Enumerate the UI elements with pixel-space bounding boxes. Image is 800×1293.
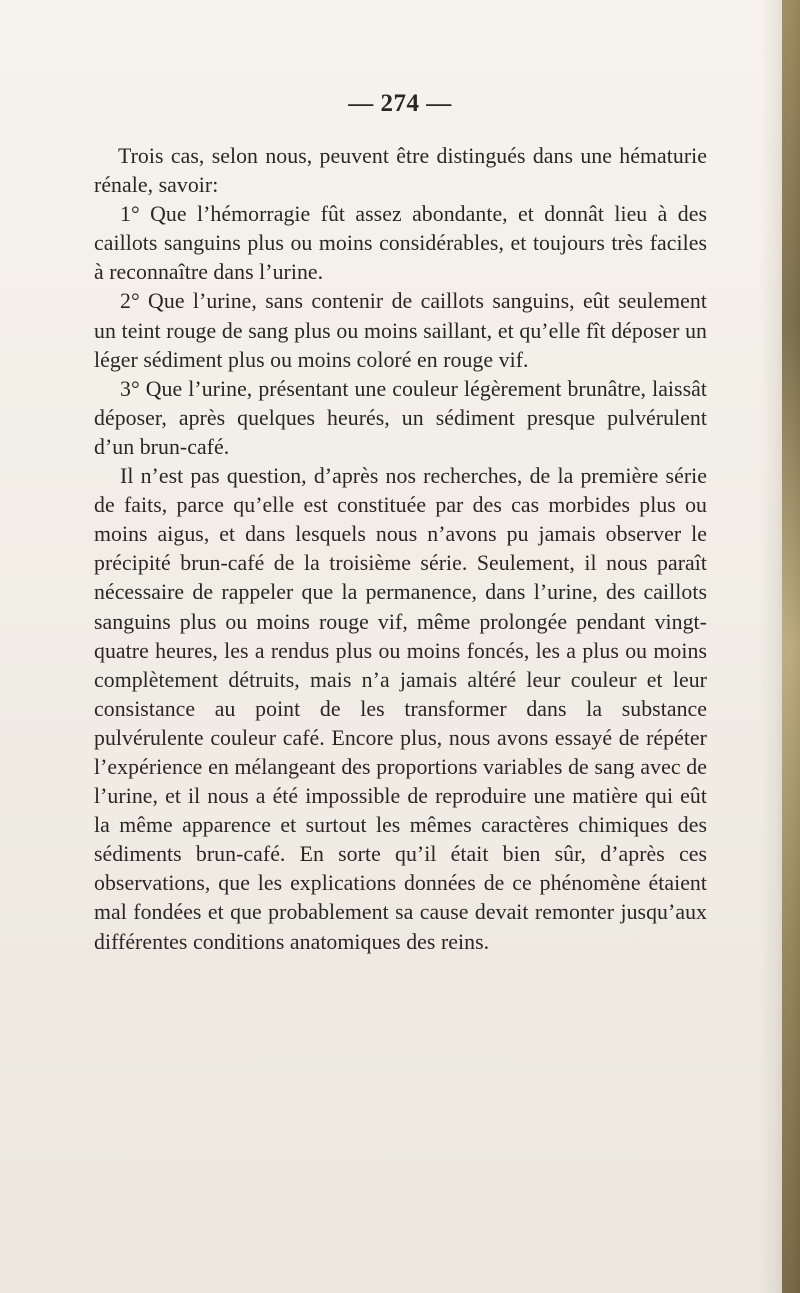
body-text [94,142,707,957]
paragraph-case-1: 1° Que l’hémorragie fût assez abondante, et donnât lieu à des caillots sanguins plus ou moins considérables, et toujours très faciles à reconnaître dans l’urine. [94,202,707,285]
paragraph-intro: Trois cas, selon nous, peuvent être distingués dans une hématurie rénale, savoir: [94,144,707,198]
page-edge [782,0,800,1293]
paragraph-case-2: 2° Que l’urine, sans contenir de caillots sanguins, eût seulement un teint rouge de sang plus ou moins saillant, et qu’elle fît déposer un léger sédiment plus ou moins coloré en rouge vif. [94,289,707,372]
paragraph-discussion: Il n’est pas question, d’après nos recherches, de la première série de faits, parce qu’elle est constituée par des cas morbides plus ou moins aigus, et dans lesquels nous n’avons pu jamais observer le précipité brun-café de la troisième série. Seulement, il nous paraît nécessaire de rappeler que la permanence, dans l’urine, des caillots sanguins plus ou moins rouge vif, même prolongée pendant vingt-quatre heures, les a rendus plus ou moins foncés, les a plus ou moins complètement détruits, mais n’a jamais altéré leur couleur et leur consistance au point de les transformer dans la substance pulvérulente couleur café. Encore plus, nous avons essayé de répéter l’expérience en mélangeant des proportions variables de sang avec de l’urine, et il nous a été impossible de reproduire une matière qui eût la même apparence et surtout les mêmes caractères chimiques des sédiments brun-café. En sorte qu’il était bien sûr, d’après ces observations, que les explications données de ce phénomène étaient mal fondées et que probablement sa cause devait remonter jusqu’aux différentes conditions anatomiques des reins. [94,464,707,954]
page-number: — 274 — [348,90,452,117]
paragraph-case-3: 3° Que l’urine, présentant une couleur légèrement brunâtre, laissât déposer, après quelques heurés, un sédiment presque pulvérulent d’un brun-café. [94,376,707,459]
